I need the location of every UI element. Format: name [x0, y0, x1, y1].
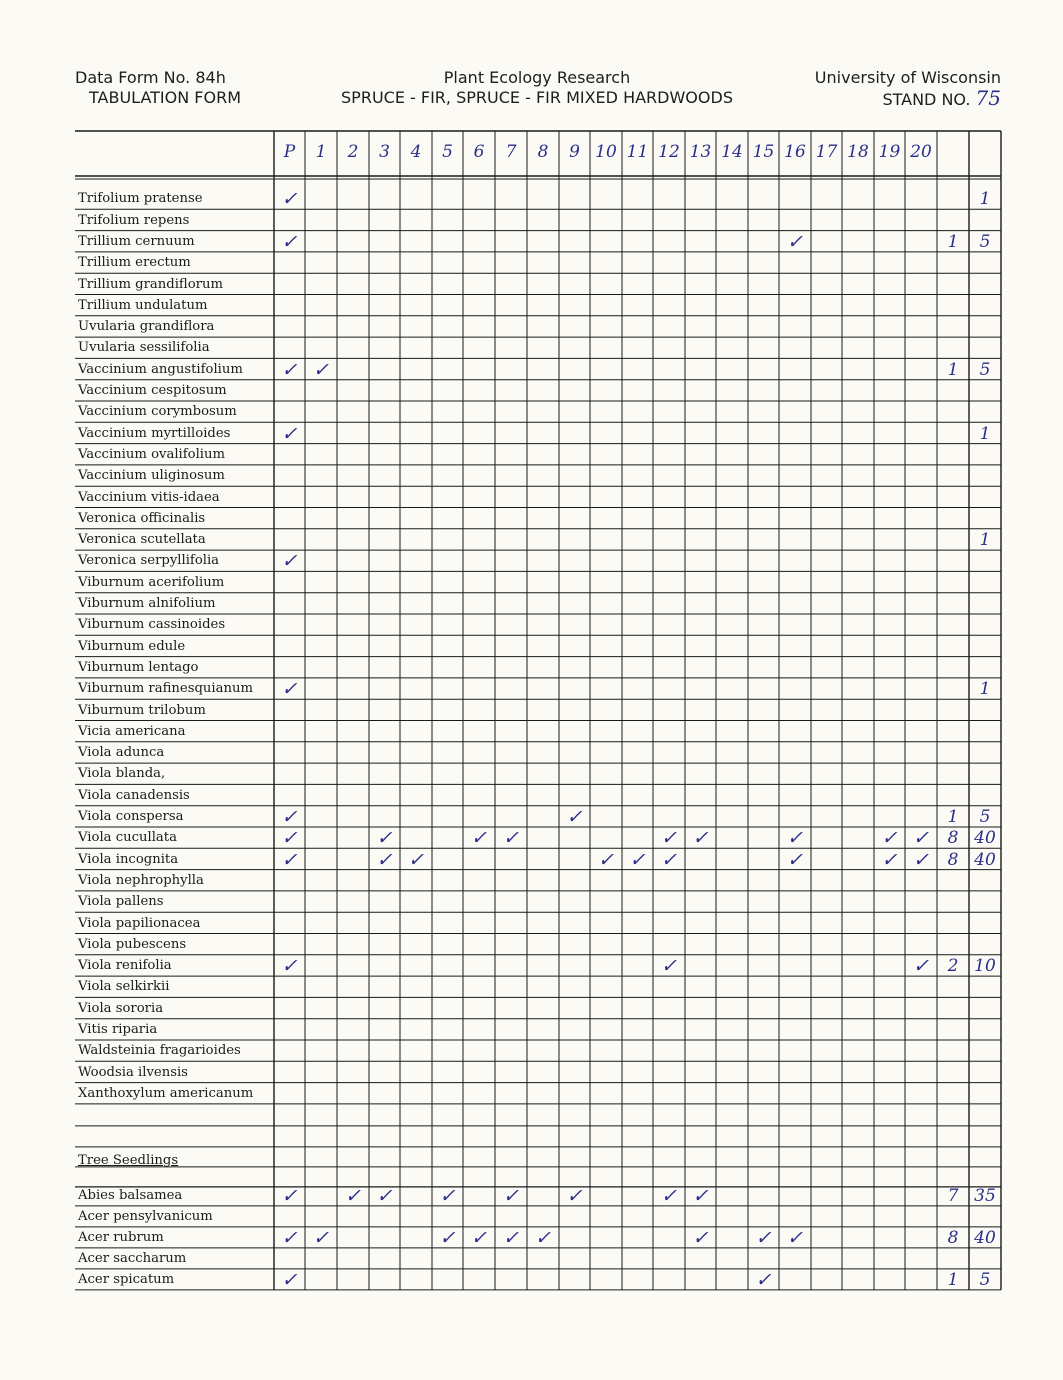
species-name: Acer saccharum: [78, 1250, 187, 1266]
column-header-17: 17: [815, 142, 838, 162]
species-name: Trillium cernuum: [78, 233, 195, 249]
frequency-percent: 5: [979, 359, 991, 380]
check-mark: ✓: [566, 1184, 583, 1207]
check-mark: ✓: [281, 955, 298, 978]
column-header-6: 6: [473, 142, 485, 162]
species-name: Viola nephrophylla: [78, 872, 204, 888]
species-name: Viburnum acerifolium: [78, 574, 225, 590]
species-name: Viburnum lentago: [78, 659, 199, 675]
frequency-percent: 5: [979, 1269, 991, 1290]
check-mark: ✓: [281, 188, 298, 211]
column-header-11: 11: [626, 142, 649, 162]
species-name: Trifolium pratense: [78, 191, 203, 207]
species-name: Trillium undulatum: [78, 297, 208, 313]
check-mark: ✓: [313, 358, 329, 381]
occurrence-count: 8: [947, 828, 959, 849]
species-name: Waldsteinia fragarioides: [78, 1043, 241, 1059]
check-mark: ✓: [471, 1226, 487, 1249]
frequency-percent: 10: [974, 956, 996, 977]
column-header-15: 15: [752, 142, 775, 162]
check-mark: ✓: [503, 827, 519, 850]
column-header-12: 12: [658, 142, 680, 162]
form-subtitle: SPRUCE - FIR, SPRUCE - FIR MIXED HARDWOODS: [341, 88, 733, 107]
species-name: Viola selkirkii: [78, 979, 170, 995]
frequency-percent: 40: [974, 849, 996, 870]
check-mark: ✓: [281, 358, 298, 381]
species-name: Viburnum edule: [78, 638, 186, 654]
frequency-percent: 1: [979, 423, 991, 444]
check-mark: ✓: [913, 955, 929, 978]
form-number: Data Form No. 84h: [75, 68, 226, 87]
species-name: Viola renifolia: [78, 958, 172, 974]
occurrence-count: 1: [947, 359, 959, 380]
check-mark: ✓: [787, 230, 803, 253]
species-name: Viola conspersa: [78, 809, 184, 824]
check-mark: ✓: [598, 848, 614, 871]
check-mark: ✓: [787, 827, 803, 850]
occurrence-count: 1: [947, 231, 959, 252]
check-mark: ✓: [376, 848, 393, 871]
column-header-2: 2: [347, 142, 359, 162]
species-name: Vaccinium cespitosum: [78, 383, 227, 398]
check-mark: ✓: [787, 1226, 803, 1249]
check-mark: ✓: [881, 827, 898, 850]
check-mark: ✓: [439, 1184, 456, 1207]
check-mark: ✓: [471, 827, 487, 850]
species-name: Viola incognita: [78, 851, 179, 867]
check-mark: ✓: [281, 848, 298, 871]
species-name: Acer rubrum: [78, 1229, 164, 1245]
column-header-19: 19: [878, 142, 901, 162]
species-name: Veronica serpyllifolia: [78, 553, 220, 569]
check-mark: ✓: [913, 848, 929, 871]
check-mark: ✓: [913, 827, 929, 850]
check-mark: ✓: [376, 827, 393, 850]
check-mark: ✓: [439, 1226, 456, 1249]
check-mark: ✓: [535, 1226, 551, 1249]
university-name: University of Wisconsin: [814, 68, 1001, 87]
check-mark: ✓: [281, 827, 298, 850]
column-header-13: 13: [689, 142, 712, 162]
check-mark: ✓: [661, 955, 677, 978]
check-mark: ✓: [566, 806, 583, 828]
occurrence-count: 2: [947, 956, 959, 977]
column-header-5: 5: [442, 142, 453, 162]
check-mark: ✓: [281, 806, 298, 828]
column-header-3: 3: [379, 142, 390, 162]
species-name: Trillium grandiflorum: [78, 276, 223, 292]
check-mark: ✓: [661, 848, 677, 871]
check-mark: ✓: [281, 1226, 298, 1249]
check-mark: ✓: [503, 1184, 519, 1207]
species-name: Acer spicatum: [78, 1271, 175, 1287]
frequency-percent: 1: [979, 189, 991, 210]
frequency-percent: 35: [974, 1185, 996, 1206]
species-name: Viola adunca: [78, 745, 165, 761]
species-name: Trifolium repens: [78, 212, 190, 228]
species-name: Veronica scutellata: [78, 532, 206, 548]
column-header-p: P: [283, 142, 296, 162]
check-mark: ✓: [755, 1226, 772, 1249]
species-name: Viola sororia: [78, 1000, 164, 1016]
frequency-percent: 40: [974, 1227, 996, 1248]
check-mark: ✓: [692, 1226, 709, 1249]
check-mark: ✓: [692, 1184, 709, 1207]
species-name: Viola cucullata: [78, 830, 177, 846]
check-mark: ✓: [787, 848, 803, 871]
check-mark: ✓: [281, 550, 298, 573]
species-name: Trillium erectum: [78, 255, 191, 271]
tree-section-label: Tree Seedlings: [78, 1152, 179, 1168]
species-name: Veronica officinalis: [78, 510, 206, 526]
frequency-percent: 1: [979, 530, 991, 551]
occurrence-count: 8: [947, 849, 959, 870]
check-mark: ✓: [376, 1184, 393, 1207]
species-name: Vaccinium ovalifolium: [78, 446, 226, 462]
species-name: Viola pubescens: [78, 936, 187, 952]
species-name: Woodsia ilvensis: [78, 1064, 188, 1080]
form-name: TABULATION FORM: [89, 88, 242, 107]
check-mark: ✓: [755, 1268, 772, 1291]
species-name: Viburnum alnifolium: [78, 596, 216, 611]
occurrence-count: 1: [947, 807, 959, 827]
species-name: Vaccinium vitis-idaea: [78, 489, 220, 505]
check-mark: ✓: [661, 827, 677, 850]
check-mark: ✓: [281, 230, 298, 253]
check-mark: ✓: [692, 827, 709, 850]
check-mark: ✓: [345, 1184, 361, 1207]
check-mark: ✓: [408, 848, 424, 871]
check-mark: ✓: [661, 1184, 677, 1207]
check-mark: ✓: [281, 1184, 298, 1207]
stand-label: STAND NO.: [882, 90, 971, 109]
species-name: Abies balsamea: [78, 1187, 183, 1203]
species-name: Xanthoxylum americanum: [78, 1085, 254, 1101]
species-name: Vitis riparia: [78, 1022, 158, 1037]
species-name: Vaccinium myrtilloides: [78, 425, 231, 441]
check-mark: ✓: [881, 848, 898, 871]
frequency-percent: 5: [979, 231, 991, 252]
species-name: Viburnum rafinesquianum: [78, 681, 253, 697]
check-mark: ✓: [629, 848, 646, 871]
check-mark: ✓: [281, 1268, 298, 1291]
species-name: Vicia americana: [78, 723, 186, 739]
species-name: Viola papilionacea: [78, 915, 201, 931]
check-mark: ✓: [503, 1226, 519, 1249]
occurrence-count: 7: [947, 1185, 959, 1206]
species-name: Uvularia grandiflora: [78, 319, 215, 335]
species-name: Uvularia sessilifolia: [78, 340, 210, 356]
column-header-1: 1: [315, 142, 327, 162]
species-name: Viburnum trilobum: [78, 702, 206, 718]
frequency-percent: 1: [979, 679, 991, 700]
column-header-9: 9: [569, 142, 580, 162]
check-mark: ✓: [281, 678, 298, 701]
column-header-14: 14: [721, 142, 743, 162]
frequency-percent: 5: [979, 807, 991, 827]
column-header-18: 18: [847, 142, 869, 162]
check-mark: ✓: [313, 1226, 329, 1249]
column-header-10: 10: [595, 142, 617, 162]
species-name: Viola pallens: [78, 894, 164, 910]
column-header-4: 4: [410, 142, 422, 162]
species-name: Viola blanda,: [78, 766, 166, 782]
species-name: Vaccinium corymbosum: [78, 404, 237, 420]
column-header-16: 16: [784, 142, 806, 162]
occurrence-count: 8: [947, 1227, 959, 1248]
frequency-percent: 40: [974, 828, 996, 849]
check-mark: ✓: [281, 422, 298, 445]
species-name: Viola canadensis: [78, 787, 190, 803]
stand-value: 75: [975, 86, 1001, 110]
occurrence-count: 1: [947, 1269, 959, 1290]
column-header-20: 20: [910, 142, 932, 162]
species-name: Acer pensylvanicum: [78, 1208, 213, 1224]
column-header-7: 7: [505, 142, 517, 162]
column-header-8: 8: [537, 142, 549, 162]
organization: Plant Ecology Research: [443, 68, 631, 87]
species-name: Viburnum cassinoides: [78, 617, 226, 633]
species-name: Vaccinium angustifolium: [78, 361, 243, 377]
species-name: Vaccinium uliginosum: [78, 468, 225, 484]
